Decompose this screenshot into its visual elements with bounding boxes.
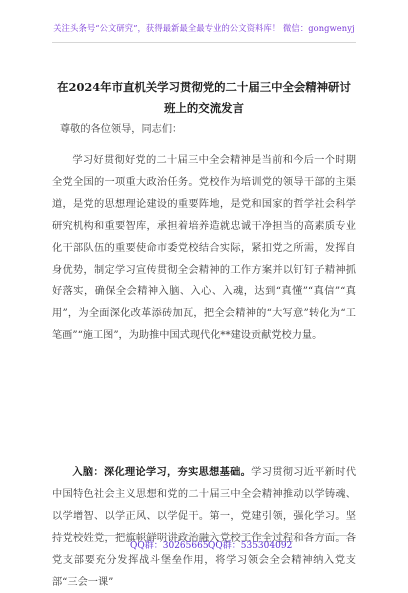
footer-qq-group-2: QQ群：535304092 xyxy=(208,541,293,551)
paragraph-lead-heading: 入脑：深化理论学习，夯实思想基础。 xyxy=(72,466,252,478)
footer-qq-group-1: QQ群：30265665 xyxy=(130,541,209,551)
salutation: 尊敬的各位领导，同志们： xyxy=(60,124,183,135)
footer-divider xyxy=(52,535,356,536)
body-paragraph-1: 学习好贯彻好党的二十届三中全会精神是当前和今后一个时期全党全国的一项重大政治任务。党校作为培训党的领导干部的主渠道，是党的思想理论建设的重要阵地，是党和国家的哲学社会科学研究机构和重要智库，承担着培养造就忠诚干净担当的高素质专业化干部队伍的重要使命市委党校结合实际，紧扣党之所需，发挥自身优势，制定学习宣传贯彻全会精神的工作方案并以钉钉子精神抓好落实，确保全会精神入脑、入心、入魂，达到“真懂”“真信”“真用”，为全面深化改革添砖加瓦，把全会精神的“大写意”转化为“工笔画”“施工图”，为助推中国式现代化**建设贡献党校力量。 xyxy=(52,155,356,342)
document-title: 在2024年市直机关学习贯彻党的二十届三中全会精神研讨班上的交流发言 xyxy=(57,80,351,115)
header-promo-note: 关注头条号“公文研究”，获得最新最全最专业的公文资料库！ 微信：gongwenyj xyxy=(53,23,355,33)
header-divider xyxy=(52,42,356,43)
body-paragraph-2 xyxy=(52,462,356,593)
paragraph-2-text: 学习贯彻习近平新时代中国特色社会主义思想和党的二十届三中全会精神推动以学铸魂、以学增智、以学正风、以学促干。第一，党建引领，强化学习。坚持党校姓党，把旗帜鲜明讲政治融入党校工作全过程和各方面。各党支部要充分发挥战斗堡垒作用，将学习领会全会精神纳入党支部“三会一课” xyxy=(52,467,357,588)
